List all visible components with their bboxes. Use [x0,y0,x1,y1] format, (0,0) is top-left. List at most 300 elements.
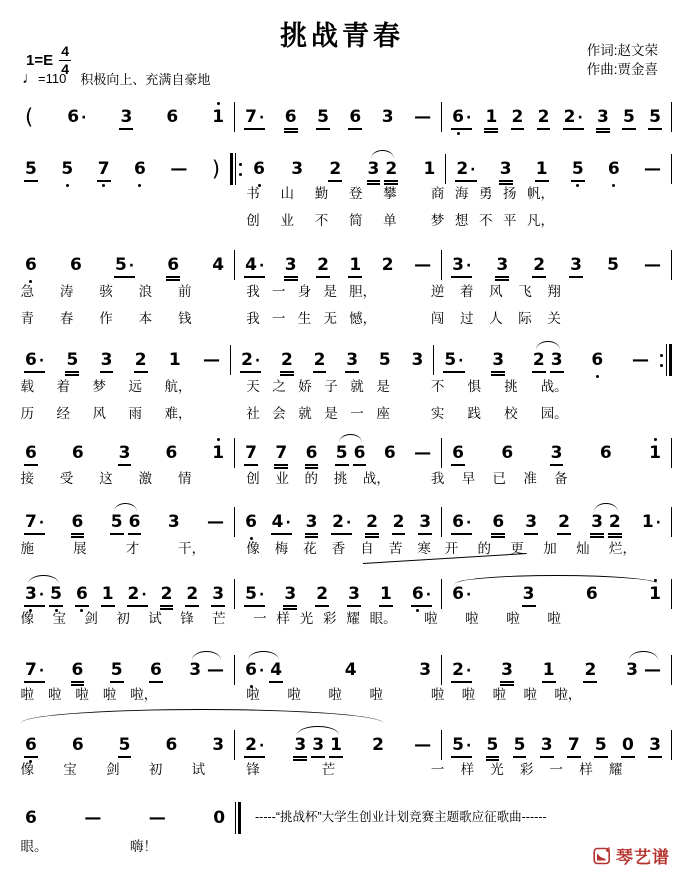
note-digit: 3 [649,734,661,755]
lyric-char: 更 [510,541,524,556]
note-digit: 2 [563,106,576,127]
note-token [211,156,221,181]
note-token [24,158,38,179]
lyric-segment [246,312,376,326]
note-token [590,511,604,532]
measure [15,436,234,470]
lyric-char: 园。 [540,406,568,421]
measure [15,343,230,377]
lyric-segment [21,380,192,394]
quarter-note-icon: ♩ [22,69,38,87]
note-token [443,349,464,370]
lyric-char: 光 [490,762,504,777]
lyric-char: 宝 [63,762,77,777]
note-digit: 1 [649,586,661,603]
note-digit: 7 [275,442,288,463]
barline [671,730,672,760]
note-token [284,106,298,127]
lyric-segment [21,612,226,626]
augmentation-dot: · [470,161,476,178]
note-token [100,349,114,370]
octave-dot-above [654,438,657,441]
note-digit: 0 [213,807,226,828]
note-digit: 5 [118,734,131,755]
lyric-char: 梦 [430,213,445,228]
lyric-char: 子 [324,379,338,394]
lyric-segment [21,840,55,854]
brand-name: 琴艺谱 [616,848,670,867]
system-row [15,653,672,687]
lyric-char: 就 [350,379,364,394]
system-row [15,577,672,611]
note-digit: 6 [383,442,396,463]
bar-thin-part [235,802,236,834]
dedication-note: -----“挑战杯”大学生创业计划竞赛主题歌应征歌曲------ [255,810,547,824]
augmentation-dot: · [458,352,464,369]
slur-group [367,158,399,179]
lyric-segment [21,285,192,299]
note-digit: 3 [312,734,325,755]
augmentation-dot: · [254,352,261,369]
note-digit: 4 [344,659,357,680]
slur-group [451,583,662,604]
note-token [71,511,85,532]
note-digit: 2 [385,158,398,179]
octave-dot-below [29,280,32,283]
note-token [212,807,226,828]
note-token [643,158,662,179]
note-token [381,106,395,127]
octave-dot-below [102,184,105,187]
note-digit: 2 [313,349,326,370]
note-token [75,583,89,604]
final-barline [235,802,241,834]
barline [671,250,672,280]
note-token [24,734,38,755]
lyric-char: 已 [492,471,507,486]
measure [235,505,441,539]
lyric-char: 样 [460,762,475,777]
note-digit: 6 [599,442,612,463]
system-row [15,728,672,762]
lyric-char: 单 [383,213,397,228]
note-token [313,349,327,370]
note-digit: — [170,158,188,179]
note-digit: 3 [120,106,133,127]
barline [671,507,672,537]
note-digit: 5 [335,442,348,463]
lyric-char: 啦 [523,687,537,702]
slur-group [110,511,142,532]
system-row [15,436,672,470]
lyric-char: 啦 [465,611,479,626]
note-token [596,106,610,127]
lyric-char: 一 [271,311,286,326]
lyric-segment [21,472,192,486]
note-token [384,158,398,179]
lyric-segment [21,688,158,702]
note-token [392,511,406,532]
credits [587,42,658,80]
note-digit: — [632,349,649,370]
note-digit: 3 [419,511,432,532]
note-digit: 5 [486,734,499,755]
note-token [567,734,581,755]
octave-dot-above [654,579,657,582]
lyric-char: 经 [56,406,71,421]
lyric-char: 战， [362,471,390,486]
note-digit: 2 [381,254,394,275]
lyric-char: 浪 [138,284,153,299]
note-token [347,583,361,604]
measure [235,728,441,762]
note-digit: 1 [101,583,114,604]
measure [446,152,671,186]
note-digit: 2 [245,734,257,755]
note-digit: 2 [533,254,546,275]
note-digit: 1 [535,158,548,179]
note-token [24,349,45,370]
lyric-segment [431,214,554,228]
lyric-char: 登 [348,186,363,201]
lyric-char: 人 [489,311,503,326]
note-digit: 3 [25,586,37,603]
lyric-segment [431,407,568,421]
note-digit: 6 [452,511,464,532]
lyric-char: 的 [477,541,491,556]
lyric-segment [431,187,554,201]
lyric-char: 历 [20,406,35,421]
measure [235,248,441,282]
lyric-char: 创 [246,213,260,228]
note-token [160,583,174,604]
note-token [244,511,258,532]
note-digit: 2 [456,158,469,179]
note-token [271,511,292,532]
lyric-char: 啦 [75,687,89,702]
octave-dot-below [596,375,599,378]
note-token [316,106,330,127]
lyric-segment [246,688,383,702]
note-digit: 5 [317,106,329,127]
lyric-char: 展 [73,541,87,556]
note-digit: 2 [127,583,140,604]
note-digit: 6 [25,807,37,828]
note-token [24,254,38,275]
lyric-char: 受 [59,471,74,486]
note-digit: 5 [245,583,257,604]
note-digit: 4 [245,254,257,275]
note-token [211,254,225,275]
barline [671,154,672,184]
phrase-mark [21,709,384,723]
note-token [101,583,115,604]
lyric-char: 惧 [467,379,481,394]
note-token [244,659,265,680]
lyric-char: 初 [116,611,130,626]
note-digit: 2 [532,349,545,370]
note-token [606,254,620,275]
note-token [379,583,393,604]
note-token [542,659,556,680]
lyric-char: 开 [444,541,459,556]
note-token [211,106,225,127]
slur-group [188,659,225,680]
note-digit: 4 [270,659,283,680]
note-digit: 6 [452,442,464,463]
note-token [532,254,546,275]
note-token [169,158,188,179]
lyric-char: 挑 [504,379,518,394]
lyric-char: 我 [430,471,445,486]
lyric-char: 校 [504,406,518,421]
lyric-char: 之 [272,379,286,394]
note-digit: 3 [597,106,609,127]
note-token [344,659,358,680]
lyric-char: 憾， [349,311,377,326]
note-token [211,734,225,755]
measure [15,801,235,835]
note-token [631,349,650,370]
note-digit: — [643,254,661,275]
note-digit: 6 [452,583,464,604]
lyric-char: 彩 [519,762,534,777]
note-token [451,734,472,755]
note-digit: 6 [71,659,84,680]
note-digit: 6 [71,511,84,532]
note-token [114,254,135,275]
lyric-char: 苦 [388,541,403,556]
lyric-char: 锋 [180,611,194,626]
lyric-segment [431,380,568,394]
lyric-char: 这 [99,471,113,486]
note-token [185,583,199,604]
note-digit: 6 [245,514,257,531]
note-token [305,442,319,463]
lyric-char: 啦 [102,687,117,702]
lyric-segment [246,187,396,201]
note-token [641,511,662,532]
note-token [563,106,584,127]
lyric-char: 书 [246,186,260,201]
note-token [522,583,536,604]
note-digit: 6 [412,586,424,603]
note-token [211,442,225,463]
note-digit: 5 [623,106,635,127]
note-digit: 1 [349,254,362,275]
note-digit: — [148,807,166,828]
lyric-char: 春 [59,311,74,326]
note-token [451,254,472,275]
note-digit: 6 [76,586,88,603]
note-token [71,734,85,755]
lyric-char: 天 [246,379,260,394]
note-digit: 2 [160,583,173,604]
lyric-char: 帆， [526,186,554,201]
lyric-char: 不 [430,379,445,394]
lyric-char: 剑 [106,762,120,777]
note-token [513,734,527,755]
lyric-segment [431,312,561,326]
augmentation-dot: · [285,514,291,531]
note-token [133,158,147,179]
note-token [550,442,564,463]
lyric-char: 娇 [298,379,312,394]
lyric-char: 啦 [506,611,520,626]
note-token [244,106,265,127]
note-digit: 6 [591,352,603,369]
barline [671,102,672,132]
note-token [83,807,102,828]
note-digit: 3 [284,583,297,604]
note-digit: 1 [423,158,436,179]
lyric-char: 实 [430,406,445,421]
lyric-char: 钱 [178,311,192,326]
note-token [367,158,381,179]
lyric-segment [21,763,206,777]
note-token [24,659,45,680]
lyric-char: 啦 [424,611,438,626]
measure [231,343,433,377]
octave-dot-below [66,184,69,187]
note-digit: 7 [245,106,257,127]
augmentation-dot: · [258,662,265,679]
lyric-char: 过 [460,311,474,326]
song-title: 挑战青春 [280,21,404,51]
note-digit: 6 [67,106,80,127]
repeat-begin-barline [230,153,243,185]
note-digit: 6 [305,442,318,463]
bar-thick [230,153,233,185]
measure [442,248,671,282]
lyric-char: 耀 [346,611,360,626]
note-digit: 2 [372,734,384,755]
measure [15,577,234,611]
note-digit: ) [211,156,221,181]
lyric-char: 逆 [430,284,445,299]
note-token [149,659,163,680]
note-digit: 1 [485,106,498,127]
lyric-char: 前 [178,284,192,299]
lyric-char: 芒 [321,762,336,777]
note-digit: 1 [168,349,181,370]
note-digit: — [207,511,225,532]
note-digit: 2 [366,511,378,532]
lyric-char: 花 [303,541,317,556]
augmentation-dot: · [465,257,472,274]
note-token [590,349,604,370]
note-digit: 5 [513,734,526,755]
note-digit: 3 [525,511,538,532]
lyric-char: 啦 [328,687,342,702]
note-token [71,442,85,463]
note-digit: 5 [378,349,391,370]
note-token [411,583,432,604]
lyric-char: 风 [489,284,503,299]
lyric-char: 扬 [502,186,517,201]
note-token [648,583,662,604]
note-digit: 6 [25,737,37,754]
measure [442,505,671,539]
note-token [274,442,288,463]
note-digit: 6 [165,734,178,755]
note-token [451,659,472,680]
note-token [383,442,397,463]
note-token [608,511,622,532]
note-digit: 6 [69,254,82,275]
lyric-char: 一 [253,611,267,626]
note-digit: 5 [444,349,457,370]
note-digit: — [414,442,432,463]
system-row [15,100,672,134]
note-digit: 6 [128,511,141,532]
note-digit: 1 [212,445,224,462]
note-digit: 3 [419,659,432,680]
lyric-char: 挑 [333,471,348,486]
note-token [625,659,639,680]
note-digit: 5 [25,158,37,179]
lyric-char: 香 [331,541,346,556]
key-label: 1=E [26,51,54,69]
lyric-char: 涛 [59,284,74,299]
note-token [127,583,148,604]
note-token [315,583,329,604]
note-token [60,158,74,179]
note-token [335,442,349,463]
note-digit: 2 [281,349,293,370]
note-token [202,349,221,370]
octave-dot-above [217,438,220,441]
note-token [24,511,45,532]
lyric-char: 初 [148,762,163,777]
measure [442,100,671,134]
lyric-char: 情 [178,471,192,486]
note-token [69,254,83,275]
note-token [524,511,538,532]
note-token [240,349,261,370]
lyric-char: 着 [56,379,71,394]
system-row [15,505,672,539]
augmentation-dot: · [38,662,45,679]
lyric-char: 才 [125,541,140,556]
augmentation-dot: · [465,737,472,754]
note-digit: 1 [649,445,661,462]
barline [671,655,672,685]
note-digit: 6 [608,161,620,178]
lyric-char: 一 [350,406,364,421]
note-digit: 7 [25,659,37,680]
note-token [500,659,514,680]
note-token [164,442,178,463]
expression-text: 积极向上、充满自豪地 [80,72,211,87]
lyric-char: 飞 [518,284,532,299]
note-digit: 5 [110,659,123,680]
note-token [167,511,181,532]
note-token [329,734,343,755]
lyric-char: 啦 [47,687,62,702]
system-row [15,152,672,186]
note-digit: 7 [25,511,37,532]
note-token [110,659,124,680]
lyric-char: 际 [518,311,532,326]
note-digit: 1 [542,659,555,680]
note-digit: 5 [61,161,73,178]
lyric-char: 锋 [246,762,260,777]
lyric-char: 剑 [84,611,98,626]
lyric-char: 平 [502,213,517,228]
note-digit: 1 [212,109,224,126]
note-token [345,349,359,370]
